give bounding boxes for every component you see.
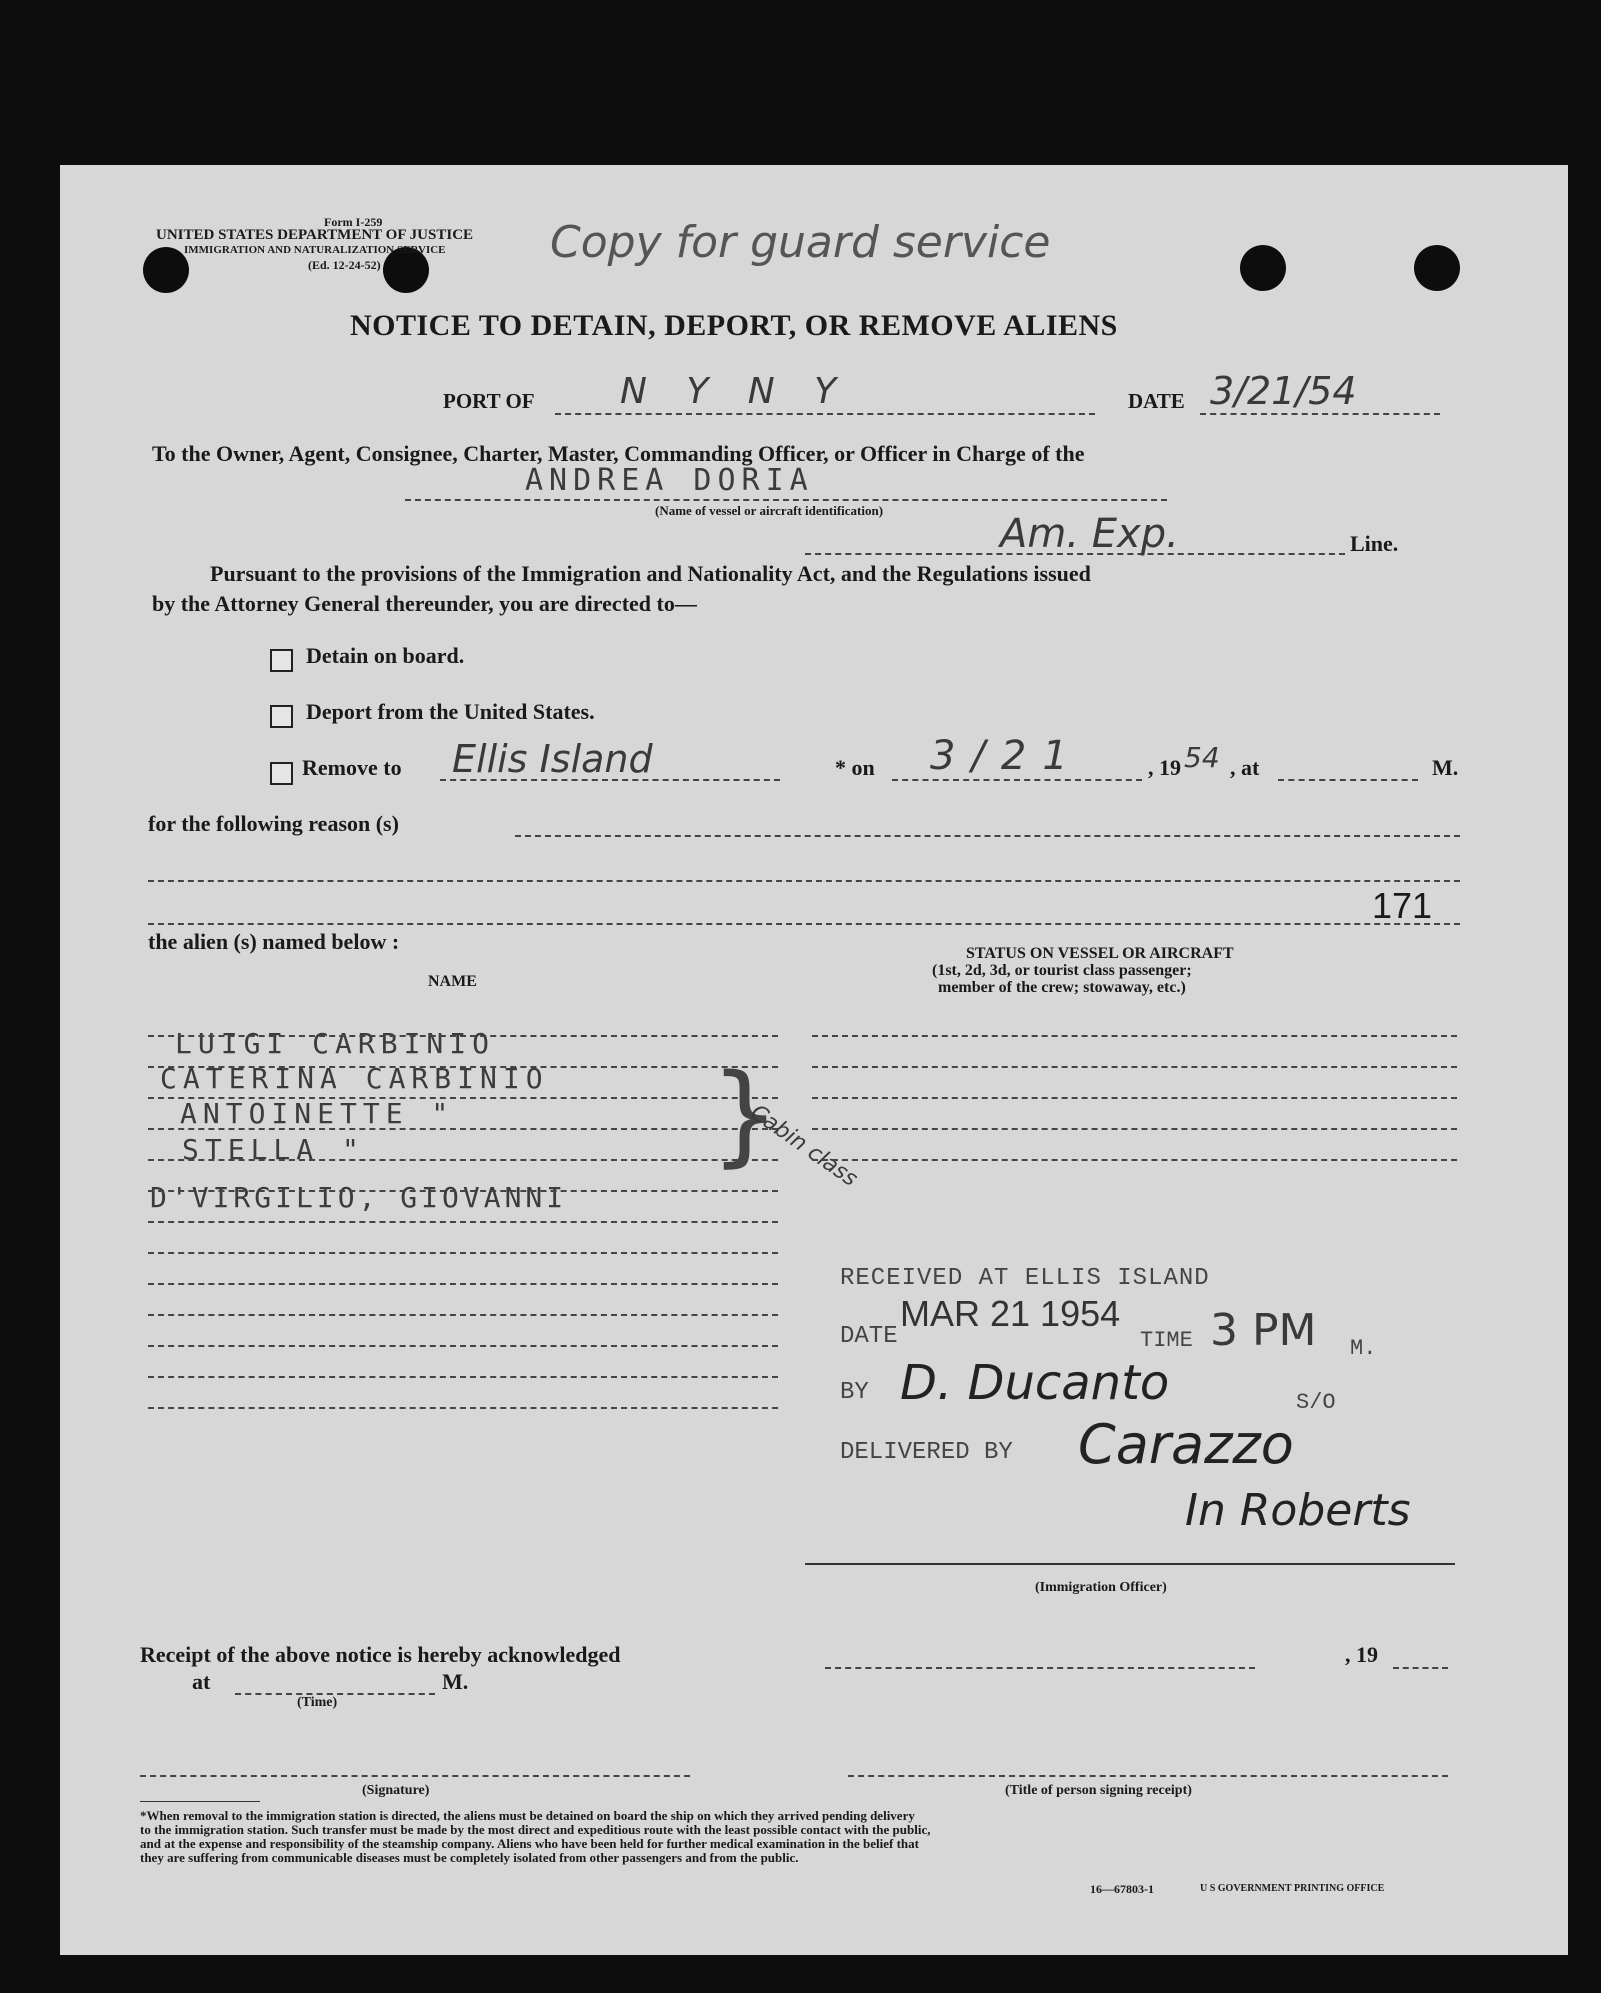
m-label: M. bbox=[1432, 755, 1459, 780]
vessel-caption: (Name of vessel or aircraft identification) bbox=[655, 503, 884, 518]
stamp-received: RECEIVED AT ELLIS ISLAND bbox=[840, 1265, 1210, 1292]
alien-name-3: ANTOINETTE " bbox=[180, 1097, 455, 1130]
reason-line-1 bbox=[515, 835, 1460, 837]
signature-line bbox=[140, 1775, 690, 1777]
receipt-at: at bbox=[192, 1669, 211, 1694]
stamp-m-label: M. bbox=[1350, 1336, 1377, 1361]
status-row-line bbox=[812, 1159, 1457, 1161]
name-row-line bbox=[148, 1128, 778, 1130]
alien-name-5: D'VIRGILIO, GIOVANNI bbox=[150, 1181, 568, 1214]
name-row-line bbox=[148, 1097, 778, 1099]
addressee-line: To the Owner, Agent, Consignee, Charter, Master, Commanding Officer, or Officer in Charge of the bbox=[152, 441, 1085, 466]
vessel-value: ANDREA DORIA bbox=[525, 463, 814, 498]
alien-name-4: STELLA " bbox=[182, 1133, 365, 1166]
name-column-header: NAME bbox=[428, 973, 477, 990]
detain-checkbox[interactable] bbox=[270, 649, 293, 672]
date-label: DATE bbox=[1128, 389, 1185, 413]
remove-checkbox[interactable] bbox=[270, 762, 293, 785]
name-row-line bbox=[148, 1345, 778, 1347]
deport-label: Deport from the United States. bbox=[306, 699, 595, 724]
punch-hole-right-2 bbox=[1414, 245, 1460, 291]
reason-label: for the following reason (s) bbox=[148, 811, 399, 836]
handwritten-note: Copy for guard service bbox=[550, 217, 1051, 268]
name-row-line bbox=[148, 1314, 778, 1316]
line-label: Line. bbox=[1350, 531, 1399, 556]
receipt-year: , 19 bbox=[1345, 1642, 1378, 1667]
receipt-text: Receipt of the above notice is hereby acknowledged bbox=[140, 1642, 621, 1667]
status-row-line bbox=[812, 1128, 1457, 1130]
remove-date-value: 3/21 bbox=[930, 733, 1084, 779]
reason-line-3 bbox=[148, 923, 1460, 925]
year-prefix: , 19 bbox=[1148, 755, 1181, 780]
year-value: 54 bbox=[1184, 741, 1220, 774]
status-column-header: STATUS ON VESSEL OR AIRCRAFT bbox=[966, 945, 1234, 962]
status-row-line bbox=[812, 1097, 1457, 1099]
name-row-line bbox=[148, 1066, 778, 1068]
deport-checkbox[interactable] bbox=[270, 705, 293, 728]
name-row-line bbox=[148, 1407, 778, 1409]
receipt-date-line bbox=[825, 1667, 1255, 1669]
officer-signature-line bbox=[805, 1563, 1455, 1565]
punch-hole-right-1 bbox=[1240, 245, 1286, 291]
remove-label: Remove to bbox=[302, 755, 402, 780]
status-column-subheader-2: member of the crew; stowaway, etc.) bbox=[938, 979, 1186, 996]
on-label: * on bbox=[835, 755, 875, 780]
status-note: Cabin class bbox=[745, 1100, 862, 1192]
status-row-line bbox=[812, 1035, 1457, 1037]
port-line bbox=[555, 413, 1095, 415]
service-name: IMMIGRATION AND NATURALIZATION SERVICE bbox=[184, 244, 446, 256]
name-row-line bbox=[148, 1252, 778, 1254]
name-row-line bbox=[148, 1376, 778, 1378]
receipt-year-line bbox=[1393, 1667, 1448, 1669]
alien-name-1: LUIGI CARBINIO bbox=[175, 1027, 496, 1060]
stamp-time-label: TIME bbox=[1140, 1328, 1193, 1353]
document-title: NOTICE TO DETAIN, DEPORT, OR REMOVE ALIENS bbox=[350, 309, 1118, 342]
footnote-line-3: and at the expense and responsibility of the steamship company. Aliens who have been held for further medical examination in the belief that bbox=[140, 1836, 919, 1851]
reason-code: 171 bbox=[1372, 885, 1433, 926]
form-edition: (Ed. 12-24-52) bbox=[308, 258, 381, 272]
stamp-delivered-label: DELIVERED BY bbox=[840, 1439, 1013, 1466]
time-caption: (Time) bbox=[297, 1695, 338, 1710]
date-line bbox=[1200, 413, 1440, 415]
stamp-delivered-signature-2: In Roberts bbox=[1185, 1485, 1411, 1536]
footnote-line-2: to the immigration station. Such transfer must be made by the most direct and expeditious route with the least possible contact with the public, bbox=[140, 1822, 931, 1837]
name-row-line bbox=[148, 1159, 778, 1161]
at-label: , at bbox=[1230, 755, 1260, 780]
stamp-by-suffix: S/O bbox=[1296, 1390, 1336, 1415]
name-row-line bbox=[148, 1283, 778, 1285]
status-row-line bbox=[812, 1066, 1457, 1068]
signature-caption: (Signature) bbox=[362, 1783, 430, 1798]
at-line bbox=[1278, 779, 1418, 781]
stamp-date-label: DATE bbox=[840, 1323, 898, 1350]
reason-line-2 bbox=[148, 880, 1460, 882]
name-row-line bbox=[148, 1190, 778, 1192]
pursuant-line-1: Pursuant to the provisions of the Immigration and Nationality Act, and the Regulations issued bbox=[210, 561, 1091, 586]
document-page bbox=[60, 165, 1568, 1955]
department-name: UNITED STATES DEPARTMENT OF JUSTICE bbox=[156, 227, 474, 243]
remove-place-value: Ellis Island bbox=[452, 737, 653, 781]
remove-date-line bbox=[892, 779, 1142, 781]
bracket-mark: } bbox=[710, 1050, 780, 1178]
receipt-m: M. bbox=[442, 1669, 469, 1694]
printer-office: U S GOVERNMENT PRINTING OFFICE bbox=[1200, 1883, 1385, 1894]
punch-hole-left bbox=[143, 247, 189, 293]
aliens-label: the alien (s) named below : bbox=[148, 929, 400, 954]
officer-caption: (Immigration Officer) bbox=[1035, 1580, 1167, 1595]
name-row-line bbox=[148, 1035, 778, 1037]
line-value: Am. Exp. bbox=[1000, 511, 1179, 557]
stamp-by-label: BY bbox=[840, 1379, 869, 1406]
title-caption: (Title of person signing receipt) bbox=[1005, 1783, 1192, 1798]
port-value: N Y N Y bbox=[620, 371, 851, 412]
stamp-by-signature: D. Ducanto bbox=[900, 1355, 1170, 1411]
footnote-line-4: they are suffering from communicable diseases must be completely isolated from other passengers and from the public. bbox=[140, 1850, 799, 1865]
vessel-line bbox=[405, 499, 1167, 501]
form-number: Form I-259 bbox=[324, 215, 383, 229]
date-value: 3/21/54 bbox=[1210, 369, 1357, 413]
title-line bbox=[848, 1775, 1448, 1777]
stamp-time-value: 3 PM bbox=[1210, 1305, 1317, 1356]
stamp-delivered-signature: Carazzo bbox=[1078, 1413, 1294, 1476]
alien-name-2: CATERINA CARBINIO bbox=[160, 1062, 549, 1095]
pursuant-line-2: by the Attorney General thereunder, you are directed to— bbox=[152, 591, 697, 616]
name-row-line bbox=[148, 1221, 778, 1223]
footnote-rule bbox=[140, 1801, 260, 1802]
footnote-line-1: *When removal to the immigration station is directed, the aliens must be detained on board the ship on which they arrived pending delivery bbox=[140, 1808, 915, 1823]
detain-label: Detain on board. bbox=[306, 643, 465, 668]
printer-code: 16—67803-1 bbox=[1090, 1882, 1154, 1896]
status-column-subheader-1: (1st, 2d, 3d, or tourist class passenger; bbox=[932, 962, 1192, 979]
stamp-date-value: MAR 21 1954 bbox=[900, 1293, 1121, 1334]
port-label: PORT OF bbox=[443, 389, 535, 413]
